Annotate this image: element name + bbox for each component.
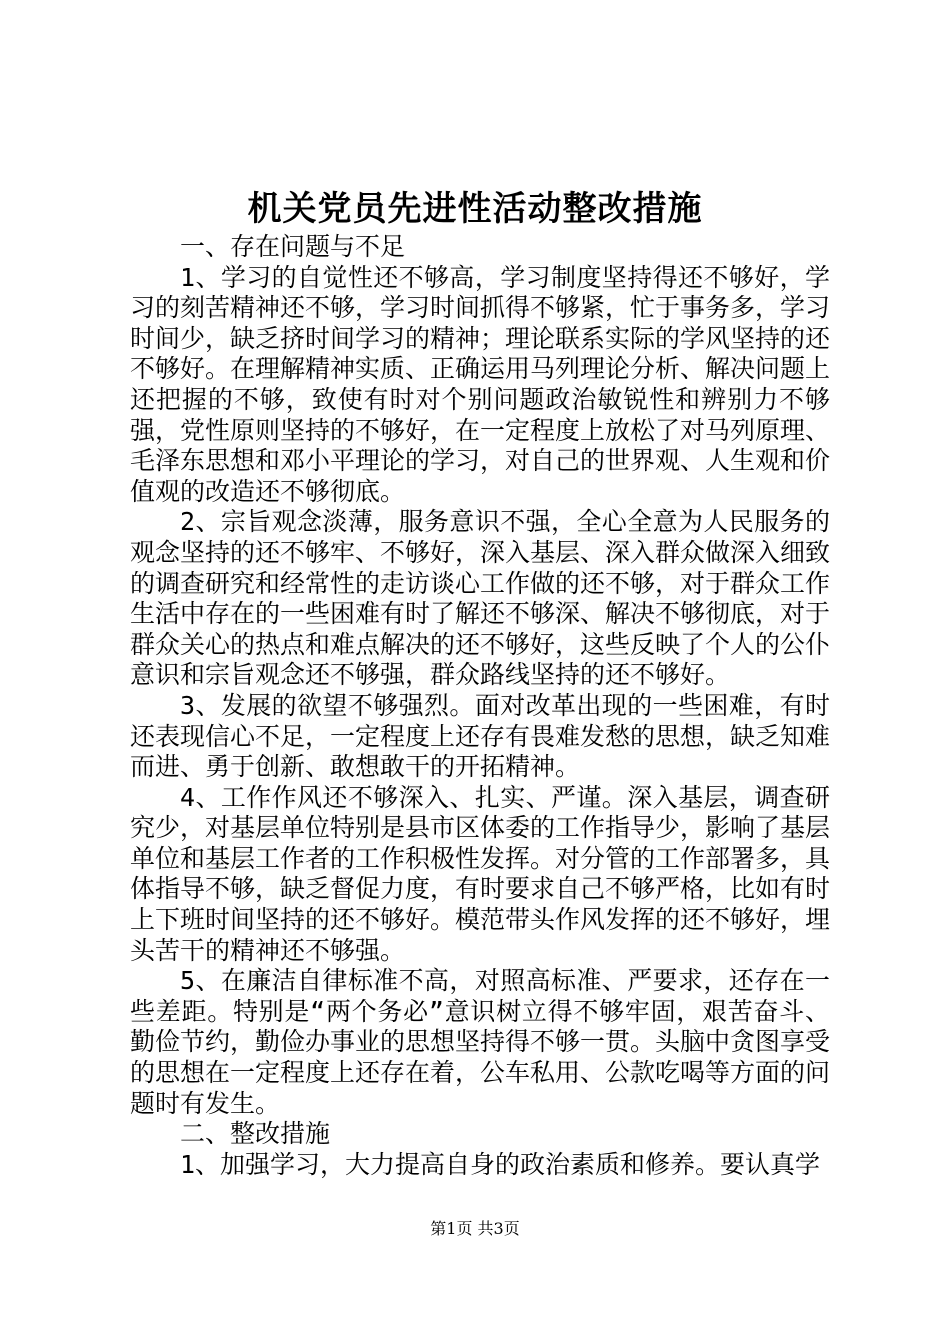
paragraph-problem-2: 2、宗旨观念淡薄，服务意识不强，全心全意为人民服务的观念坚持的还不够牢、不够好，深入基层、深入群众做深入细致的调查研究和经常性的走访谈心工作做的还不够，对于群众工作生活中存在的一些困难有时了解还不够深、解决不够彻底，对于群众关心的热点和难点解决的还不够好，这些反映了个人的公仆意识和宗旨观念还不够强，群众路线坚持的还不够好。 bbox=[130, 507, 831, 690]
paragraph-problem-3: 3、发展的欲望不够强烈。面对改革出现的一些困难，有时还表现信心不足，一定程度上还存有畏难发愁的思想，缺乏知难而进、勇于创新、敢想敢干的开拓精神。 bbox=[130, 690, 831, 782]
section-heading-measures: 二、整改措施 bbox=[180, 1119, 331, 1149]
paragraph-problem-1: 1、学习的自觉性还不够高，学习制度坚持得还不够好，学习的刻苦精神还不够，学习时间抓得不够紧，忙于事务多，学习时间少，缺乏挤时间学习的精神；理论联系实际的学风坚持的还不够好。在理解精神实质、正确运用马列理论分析、解决问题上还把握的不够，致使有时对个别问题政治敏锐性和辨别力不够强，党性原则坚持的不够好，在一定程度上放松了对马列原理、毛泽东思想和邓小平理论的学习，对自己的世界观、人生观和价值观的改造还不够彻底。 bbox=[130, 262, 831, 506]
paragraph-problem-5: 5、在廉洁自律标准不高，对照高标准、严要求，还存在一些差距。特别是“两个务必”意识树立得不够牢固，艰苦奋斗、勤俭节约，勤俭办事业的思想坚持得不够一贯。头脑中贪图享受的思想在一定程度上还存在着，公车私用、公款吃喝等方面的问题时有发生。 bbox=[130, 966, 831, 1118]
page-footer: 第1页 共3页 bbox=[430, 1219, 520, 1238]
paragraph-problem-4: 4、工作作风还不够深入、扎实、严谨。深入基层，调查研究少，对基层单位特别是县市区体委的工作指导少，影响了基层单位和基层工作者的工作积极性发挥。对分管的工作部署多，具体指导不够，缺乏督促力度，有时要求自己不够严格，比如有时上下班时间坚持的还不够好。模范带头作风发挥的还不够好，埋头苦干的精神还不够强。 bbox=[130, 782, 831, 965]
paragraph-measure-1: 1、加强学习，大力提高自身的政治素质和修养。要认真学 bbox=[180, 1149, 821, 1179]
section-heading-problems: 一、存在问题与不足 bbox=[180, 232, 406, 261]
document-title: 机关党员先进性活动整改措施 bbox=[247, 189, 703, 229]
document-body bbox=[130, 232, 830, 1180]
